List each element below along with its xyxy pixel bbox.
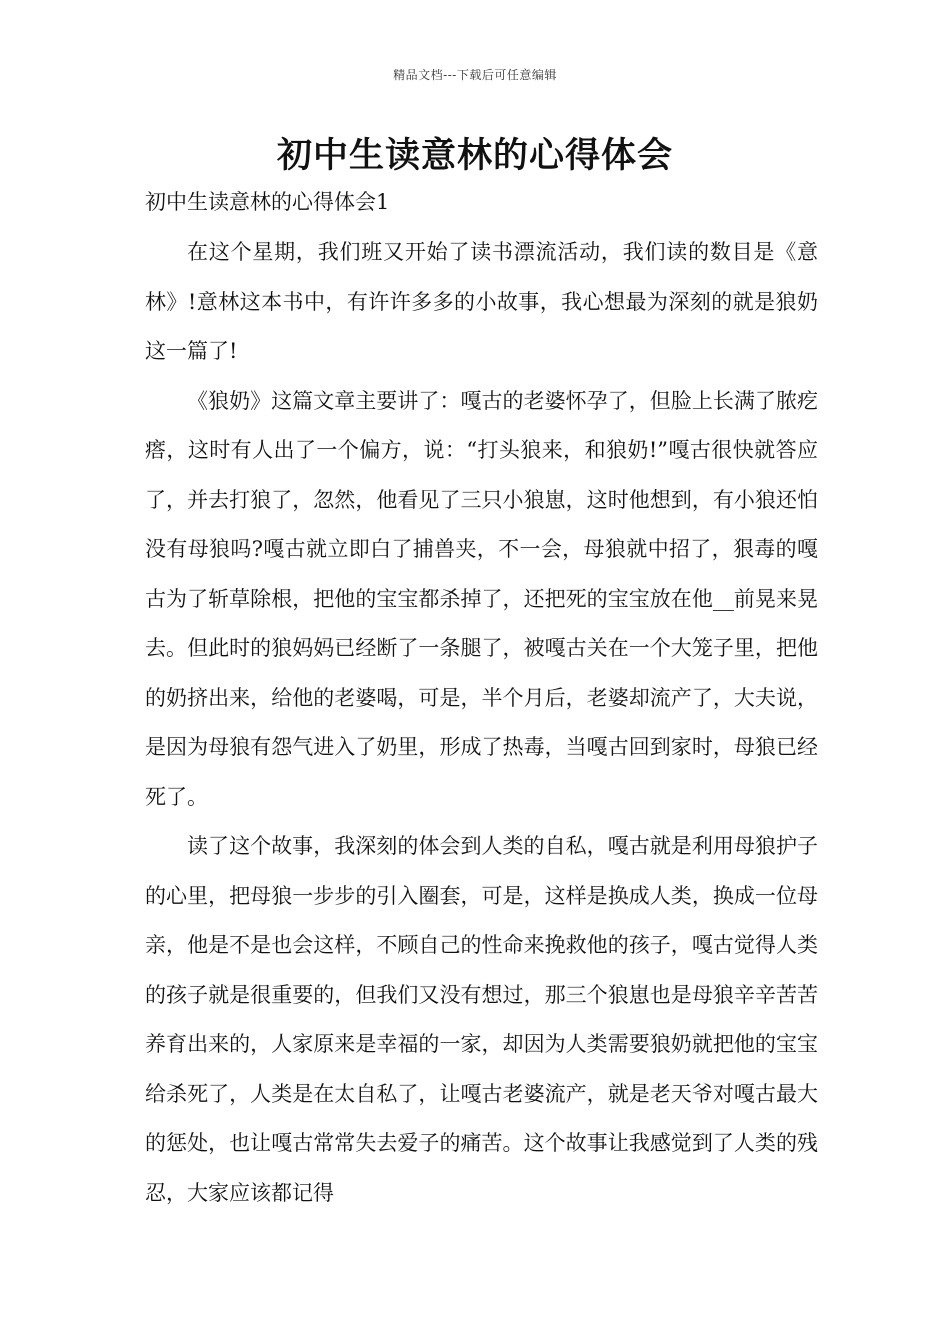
paragraph: 《狼奶》这篇文章主要讲了：嘎古的老婆怀孕了，但脸上长满了脓疙瘩，这时有人出了一个偏方，说：“打头狼来，和狼奶!”嘎古很快就答应了，并去打狼了，忽然，他看见了三只小狼崽，这时他想到，有小狼还怕没有母狼吗?嘎古就立即白了捕兽夹，不一会，母狼就中招了，狠毒的嘎古为了斩草除根，把他的宝宝都杀掉了，还把死的宝宝放在他__前晃来晃去。但此时的狼妈妈已经断了一条腿了，被嘎古关在一个大笼子里，把他的奶挤出来，给他的老婆喝，可是，半个月后，老婆却流产了，大夫说，是因为母狼有怨气进入了奶里，形成了热毒，当嘎古回到家时，母狼已经死了。	[145, 388, 818, 809]
header-note: 精品文档---下载后可任意编辑	[393, 68, 557, 82]
document-title: 初中生读意林的心得体会	[276, 135, 673, 176]
paragraph: 读了这个故事，我深刻的体会到人类的自私，嘎古就是利用母狼护子的心里，把母狼一步步的引入圈套，可是，这样是换成人类，换成一位母亲，他是不是也会这样，不顾自己的性命来挽救他的孩子，嘎古觉得人类的孩子就是很重要的，但我们又没有想过，那三个狼崽也是母狼辛辛苦苦养育出来的，人家原来是幸福的一家，却因为人类需要狼奶就把他的宝宝给杀死了，人类是在太自私了，让嘎古老婆流产，就是老天爷对嘎古最大的惩处，也让嘎古常常失去爱子的痛苦。这个故事让我感觉到了人类的残忍，大家应该都记得	[145, 834, 818, 1205]
paragraph: 在这个星期，我们班又开始了读书漂流活动，我们读的数目是《意林》!意林这本书中，有许许多多的小故事，我心想最为深刻的就是狼奶这一篇了!	[145, 240, 818, 363]
document-body	[145, 228, 818, 1218]
document-subtitle: 初中生读意林的心得体会1	[145, 190, 390, 214]
